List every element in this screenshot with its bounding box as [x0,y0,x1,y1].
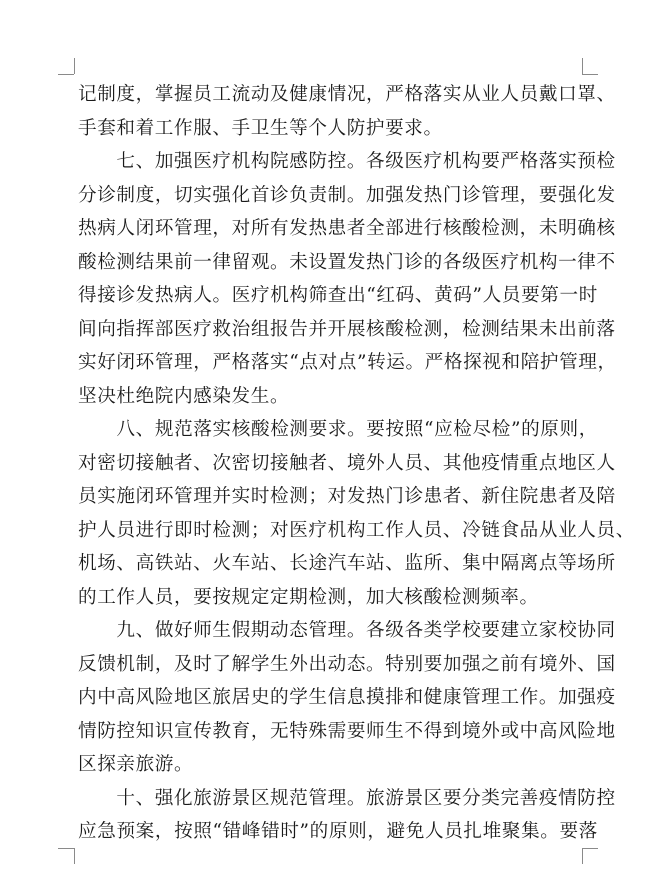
text-line: 七 、 加 强 医 疗 机 构 院 感 防 控 。 各 级 医 疗 机 构 要 严 格 落 实 预 检 [116,151,616,172]
text-line: 手套和着工作服、手卫生等个人防护要求。 [78,117,443,139]
text-line: 得 接 诊 发 热 病 人 。 医 疗 机 构 筛 查 出 “ 红 码 、 黄 码 ” 人 员 要 第 一 时 [78,285,598,306]
document-body [78,78,635,849]
text-line: 分 诊 制 度 ， 切 实 强 化 首 诊 负 责 制 。 加 强 发 热 门 诊 管 理 ， 要 强 化 发 [78,184,616,206]
text-line: 十 、 强 化 旅 游 景 区 规 范 管 理 。 旅 游 景 区 要 分 类 完 善 疫 情 防 控 [116,787,616,809]
text-line: 记 制 度 ， 掌 握 员 工 流 动 及 健 康 情 况 ， 严 格 落 实 从 业 人 员 戴 口 罩 、 [78,84,616,105]
text-line: 热 病 人 闭 环 管 理 ， 对 所 有 发 热 患 者 全 部 进 行 核 酸 检 测 ， 未 明 确 核 [78,218,616,239]
text-line: 内 中 高 风 险 地 区 旅 居 史 的 学 生 信 息 摸 排 和 健 康 管 理 工 作 。 加 强 疫 [78,687,616,708]
text-line: 情 防 控 知 识 宣 传 教 育 ， 无 特 殊 需 要 师 生 不 得 到 境 外 或 中 高 风 险 地 [78,720,616,742]
text-line: 的工作人员，要按规定定期检测，加大核酸检测频率。 [78,586,539,608]
text-line: 反 馈 机 制 ， 及 时 了 解 学 生 外 出 动 态 。 特 别 要 加 强 之 前 有 境 外 、 国 [78,653,616,675]
text-line: 坚决杜绝院内感染发生。 [78,385,290,407]
text-line: 八 、 规 范 落 实 核 酸 检 测 要 求 。 要 按 照 “ 应 检 尽 检 ” 的 原 则 ， [116,419,598,440]
text-line: 对 密 切 接 触 者 、 次 密 切 接 触 者 、 境 外 人 员 、 其 他 疫 情 重 点 地 区 人 [78,452,616,474]
text-line: 实 好 闭 环 管 理 ， 严 格 落 实 “ 点 对 点 ” 转 运 。 严 格 探 视 和 陪 护 管 理 ， [78,352,617,373]
text-line: 区探亲旅游。 [78,754,194,775]
text-line: 应 急 预 案 ， 按 照 “ 错 峰 错 时 ” 的 原 则 ， 避 免 人 员 扎 堆 聚 集 。 要 落 [78,821,598,842]
text-line: 间 向 指 挥 部 医 疗 救 治 组 报 告 并 开 展 核 酸 检 测 ， 检 测 结 果 未 出 前 落 [78,318,616,340]
text-line: 九 、 做 好 师 生 假 期 动 态 管 理 。 各 级 各 类 学 校 要 建 立 家 校 协 同 [116,620,616,641]
text-line: 员 实 施 闭 环 管 理 并 实 时 检 测 ； 对 发 热 门 诊 患 者 、 新 住 院 患 者 及 陪 [78,486,616,507]
text-line: 机 场 、 高 铁 站 、 火 车 站 、 长 途 汽 车 站 、 监 所 、 集 中 隔 离 点 等 场 所 [78,553,616,574]
text-line: 护 人 员 进 行 即 时 检 测 ； 对 医 疗 机 构 工 作 人 员 、 冷 链 食 品 从 业 人 员 、 [78,519,635,541]
text-line: 酸 检 测 结 果 前 一 律 留 观 。 未 设 置 发 热 门 诊 的 各 级 医 疗 机 构 一 律 不 [78,251,616,273]
